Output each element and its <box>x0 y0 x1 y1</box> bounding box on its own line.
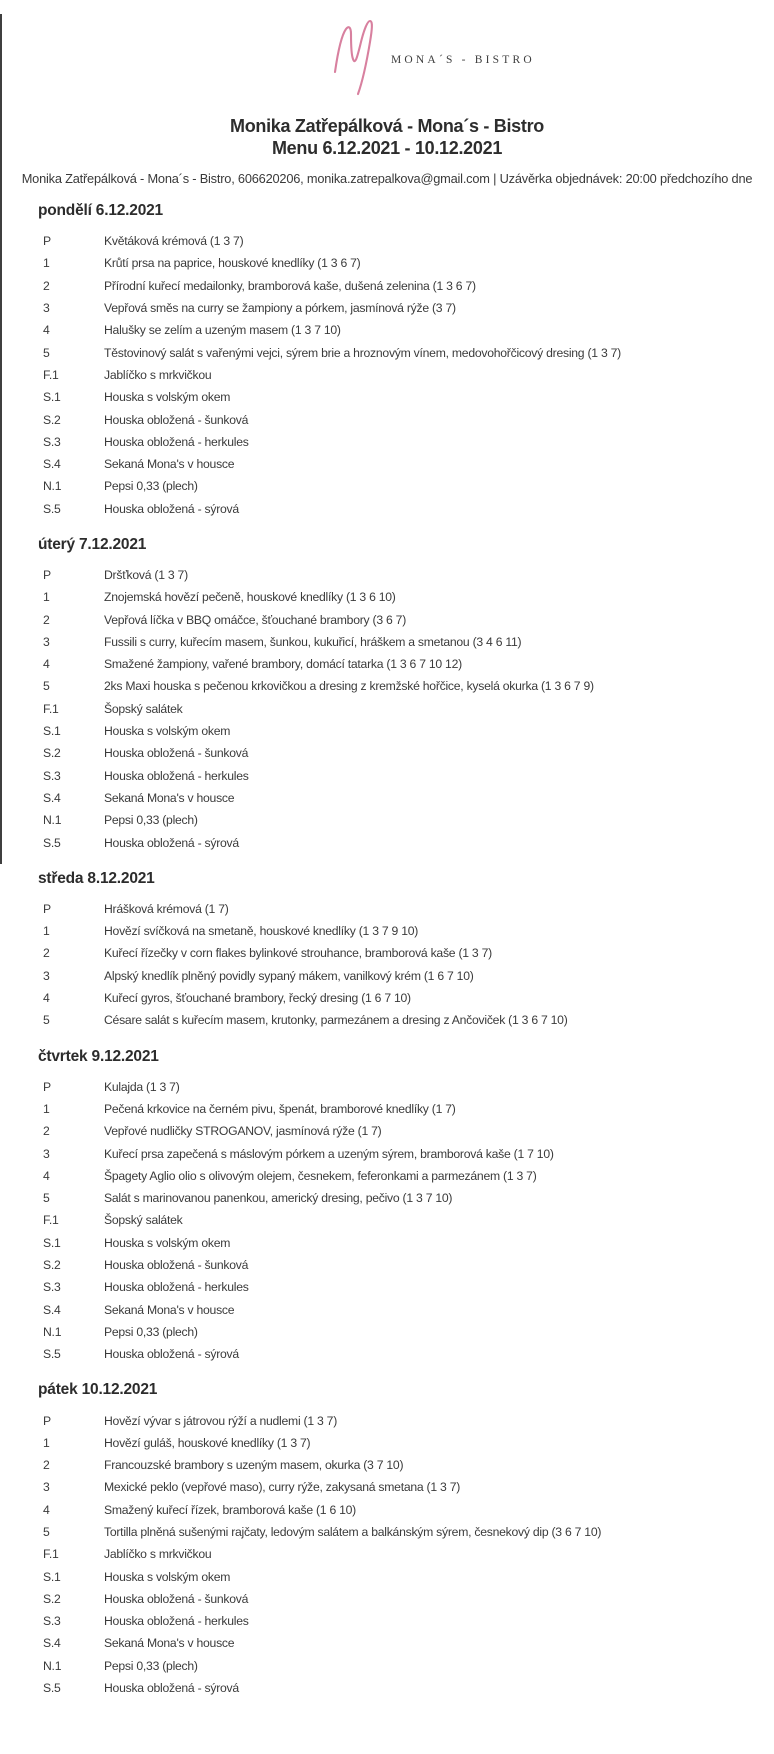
item-description: Sekaná Mona's v housce <box>104 1636 235 1651</box>
menu-row <box>0 1098 774 1120</box>
item-code: 5 <box>43 1524 50 1539</box>
day-section <box>0 870 774 1032</box>
menu-row <box>0 787 774 809</box>
item-code: S.1 <box>43 1235 61 1250</box>
item-code: 3 <box>43 1480 50 1495</box>
item-code: S.5 <box>43 1347 61 1362</box>
menu-row <box>0 341 774 363</box>
page-left-border <box>0 14 2 864</box>
menu-row <box>0 720 774 742</box>
item-code: S.1 <box>43 1569 61 1584</box>
item-description: Mexické peklo (vepřové maso), curry rýže, zakysaná smetana (1 3 7) <box>104 1480 461 1495</box>
item-description: Vepřové nudličky STROGANOV, jasmínová rýže (1 7) <box>104 1124 382 1139</box>
menu-row <box>0 297 774 319</box>
day-heading: středa 8.12.2021 <box>38 869 155 887</box>
item-code: 1 <box>43 1101 50 1116</box>
item-code: 3 <box>43 968 50 983</box>
item-code: S.2 <box>43 746 61 761</box>
menu-row <box>0 1254 774 1276</box>
item-description: Fussili s curry, kuřecím masem, šunkou, kukuřicí, hráškem a smetanou (3 4 6 11) <box>104 634 522 649</box>
menu-row <box>0 475 774 497</box>
item-code: 5 <box>43 679 50 694</box>
menu-row <box>0 1321 774 1343</box>
day-section <box>0 1048 774 1366</box>
item-description: Smažené žampiony, vařené brambory, domácí tatarka (1 3 6 7 10 12) <box>104 657 462 672</box>
menu-row <box>0 1499 774 1521</box>
handwritten-m-monogram-icon <box>329 16 379 98</box>
item-description: Salát s marinovanou panenkou, americký dresing, pečivo (1 3 7 10) <box>104 1191 453 1206</box>
item-code: 2 <box>43 1458 50 1473</box>
item-description: Pečená krkovice na černém pivu, špenát, bramborové knedlíky (1 7) <box>104 1101 456 1116</box>
item-description: Houska obložená - šunková <box>104 1591 249 1606</box>
item-code: P <box>43 1079 51 1094</box>
day-heading: pátek 10.12.2021 <box>38 1381 158 1399</box>
item-description: Alpský knedlík plněný povidly sypaný mákem, vanilkový krém (1 6 7 10) <box>104 968 474 983</box>
item-description: Hovězí svíčková na smetaně, houskové knedlíky (1 3 7 9 10) <box>104 924 419 939</box>
item-code: S.4 <box>43 457 61 472</box>
item-code: S.2 <box>43 1591 61 1606</box>
item-description: Pepsi 0,33 (plech) <box>104 1324 198 1339</box>
item-code: S.5 <box>43 1681 61 1696</box>
menu-row <box>0 653 774 675</box>
item-code: P <box>43 234 51 249</box>
menu-row <box>0 1187 774 1209</box>
item-code: F.1 <box>43 1213 59 1228</box>
item-description: Šopský salátek <box>104 1213 183 1228</box>
item-code: N.1 <box>43 813 62 828</box>
menu-row <box>0 230 774 252</box>
item-description: Znojemská hovězí pečeně, houskové knedlíky (1 3 6 10) <box>104 590 396 605</box>
day-section <box>0 536 774 854</box>
menu-row <box>0 1543 774 1565</box>
item-description: Houska s volským okem <box>104 1569 231 1584</box>
item-code: P <box>43 901 51 916</box>
item-code: N.1 <box>43 1324 62 1339</box>
menu-row <box>0 1655 774 1677</box>
item-code: 3 <box>43 301 50 316</box>
item-description: Houska obložená - herkules <box>104 1280 249 1295</box>
menu-row <box>0 675 774 697</box>
item-description: Krůtí prsa na paprice, houskové knedlíky (1 3 6 7) <box>104 256 361 271</box>
item-description: Špagety Aglio olio s olivovým olejem, česnekem, feferonkami a parmezánem (1 3 7) <box>104 1168 537 1183</box>
item-code: S.5 <box>43 501 61 516</box>
menu-row <box>0 1677 774 1699</box>
menu-row <box>0 1632 774 1654</box>
menu-row <box>0 1476 774 1498</box>
item-code: P <box>43 1413 51 1428</box>
menu-row <box>0 898 774 920</box>
item-code: S.3 <box>43 768 61 783</box>
menu-row <box>0 965 774 987</box>
item-code: 4 <box>43 657 50 672</box>
item-code: 5 <box>43 345 50 360</box>
menu-row <box>0 987 774 1009</box>
item-description: Houska s volským okem <box>104 724 231 739</box>
item-description: Jablíčko s mrkvičkou <box>104 1547 212 1562</box>
menu-row <box>0 1565 774 1587</box>
day-section <box>0 202 774 520</box>
menu-row <box>0 608 774 630</box>
menu-row <box>0 1298 774 1320</box>
menu-row <box>0 386 774 408</box>
logo <box>0 14 774 98</box>
menu-row <box>0 1232 774 1254</box>
item-code: 4 <box>43 1168 50 1183</box>
item-code: 2 <box>43 1124 50 1139</box>
menu-row <box>0 408 774 430</box>
item-code: S.3 <box>43 1614 61 1629</box>
item-code: 3 <box>43 1146 50 1161</box>
menu-row <box>0 586 774 608</box>
item-code: 5 <box>43 1013 50 1028</box>
item-code: 5 <box>43 1191 50 1206</box>
item-code: S.2 <box>43 1258 61 1273</box>
item-description: Halušky se zelím a uzeným masem (1 3 7 10) <box>104 323 341 338</box>
item-description: Smažený kuřecí řízek, bramborová kaše (1 6 10) <box>104 1502 356 1517</box>
menu-row <box>0 1588 774 1610</box>
item-code: F.1 <box>43 1547 59 1562</box>
menu-row <box>0 1165 774 1187</box>
item-description: Houska obložená - sýrová <box>104 1347 239 1362</box>
item-code: S.3 <box>43 434 61 449</box>
day-section <box>0 1381 774 1699</box>
menu-row <box>0 364 774 386</box>
item-description: Houska obložená - sýrová <box>104 501 239 516</box>
item-description: Tortilla plněná sušenými rajčaty, ledovým salátem a balkánským sýrem, česnekový dip (3 6 7 10) <box>104 1524 602 1539</box>
item-description: Houska obložená - herkules <box>104 768 249 783</box>
menu-row <box>0 742 774 764</box>
day-heading: pondělí 6.12.2021 <box>38 202 163 219</box>
menu-row <box>0 1409 774 1431</box>
item-description: Vepřová směs na curry se žampiony a pórkem, jasmínová rýže (3 7) <box>104 301 456 316</box>
item-description: Houska obložená - sýrová <box>104 835 239 850</box>
item-description: Kuřecí řízečky v corn flakes bylinkové strouhance, bramborová kaše (1 3 7) <box>104 946 492 961</box>
item-code: F.1 <box>43 367 59 382</box>
day-heading: úterý 7.12.2021 <box>38 535 147 553</box>
menu-row <box>0 1076 774 1098</box>
item-code: N.1 <box>43 1658 62 1673</box>
menu-row <box>0 252 774 274</box>
menu-row <box>0 765 774 787</box>
item-description: Houska s volským okem <box>104 390 231 405</box>
item-code: 3 <box>43 634 50 649</box>
item-code: 1 <box>43 590 50 605</box>
menu-row <box>0 275 774 297</box>
menu-row <box>0 942 774 964</box>
item-code: 2 <box>43 278 50 293</box>
item-description: Houska obložená - šunková <box>104 1258 249 1273</box>
item-code: S.5 <box>43 835 61 850</box>
menu-row <box>0 1209 774 1231</box>
item-code: S.2 <box>43 412 61 427</box>
item-description: Květáková krémová (1 3 7) <box>104 234 244 249</box>
menu-row <box>0 831 774 853</box>
menu-row <box>0 564 774 586</box>
item-description: Houska obložená - herkules <box>104 434 249 449</box>
item-description: Houska obložená - šunková <box>104 412 249 427</box>
contact-line: Monika Zatřepálková - Mona´s - Bistro, 606620206, monika.zatrepalkova@gmail.com | Uzávěrka objednávek: 20:00 předchozího dne <box>21 171 753 186</box>
item-description: Pepsi 0,33 (plech) <box>104 479 198 494</box>
item-description: 2ks Maxi houska s pečenou krkovičkou a dresing z kremžské hořčice, kyselá okurka (1 3 6 7 9) <box>104 679 594 694</box>
item-description: Houska obložená - sýrová <box>104 1681 239 1696</box>
item-code: N.1 <box>43 479 62 494</box>
menu-row <box>0 1343 774 1365</box>
item-description: Kuřecí gyros, šťouchané brambory, řecký dresing (1 6 7 10) <box>104 991 411 1006</box>
item-description: Pepsi 0,33 (plech) <box>104 813 198 828</box>
item-description: Houska obložená - šunková <box>104 746 249 761</box>
menu-row <box>0 1142 774 1164</box>
item-description: Kuřecí prsa zapečená s máslovým pórkem a uzeným sýrem, bramborová kaše (1 7 10) <box>104 1146 554 1161</box>
item-code: S.4 <box>43 1302 61 1317</box>
page-title: Monika Zatřepálková - Mona´s - Bistro <box>230 116 544 136</box>
item-code: 2 <box>43 946 50 961</box>
menu-row <box>0 431 774 453</box>
item-description: Vepřová líčka v BBQ omáčce, šťouchané brambory (3 6 7) <box>104 612 406 627</box>
menu-row <box>0 1009 774 1031</box>
item-code: 4 <box>43 1502 50 1517</box>
item-code: 4 <box>43 991 50 1006</box>
item-description: Sekaná Mona's v housce <box>104 457 235 472</box>
item-code: 1 <box>43 256 50 271</box>
item-description: Přírodní kuřecí medailonky, bramborová kaše, dušená zelenina (1 3 6 7) <box>104 278 476 293</box>
item-code: S.1 <box>43 390 61 405</box>
menu-row <box>0 631 774 653</box>
menu-row <box>0 1276 774 1298</box>
item-description: Dršťková (1 3 7) <box>104 568 188 582</box>
brand-text: MONA´S - BISTRO <box>391 54 535 66</box>
item-description: Hrášková krémová (1 7) <box>104 901 229 916</box>
item-description: Pepsi 0,33 (plech) <box>104 1658 198 1673</box>
menu-row <box>0 1610 774 1632</box>
menu-row <box>0 453 774 475</box>
item-description: Sekaná Mona's v housce <box>104 790 235 805</box>
menu-row <box>0 498 774 520</box>
item-description: Hovězí guláš, houskové knedlíky (1 3 7) <box>104 1435 311 1450</box>
menu-date-range: Menu 6.12.2021 - 10.12.2021 <box>271 138 503 158</box>
menu-row <box>0 1432 774 1454</box>
item-code: S.3 <box>43 1280 61 1295</box>
menu-header <box>0 14 774 186</box>
item-description: Houska s volským okem <box>104 1235 231 1250</box>
item-description: Francouzské brambory s uzeným masem, okurka (3 7 10) <box>104 1458 404 1473</box>
item-code: S.1 <box>43 724 61 739</box>
item-description: Těstovinový salát s vařenými vejci, sýrem brie a hroznovým vínem, medovohořčicový dresing (1 3 7) <box>104 345 621 360</box>
item-code: 4 <box>43 323 50 338</box>
item-description: Césare salát s kuřecím masem, krutonky, parmezánem a dresing z Ančoviček (1 3 6 7 10) <box>104 1013 568 1028</box>
menu-row <box>0 1120 774 1142</box>
item-description: Kulajda (1 3 7) <box>104 1079 180 1094</box>
item-description: Hovězí vývar s játrovou rýží a nudlemi (1 3 7) <box>104 1413 338 1428</box>
item-code: F.1 <box>43 701 59 716</box>
item-code: 1 <box>43 924 50 939</box>
menu-row <box>0 1454 774 1476</box>
day-heading: čtvrtek 9.12.2021 <box>38 1047 159 1065</box>
item-code: 1 <box>43 1435 50 1450</box>
item-code: S.4 <box>43 790 61 805</box>
item-description: Šopský salátek <box>104 701 183 716</box>
item-description: Houska obložená - herkules <box>104 1614 249 1629</box>
menu-row <box>0 1521 774 1543</box>
menu-row <box>0 920 774 942</box>
menu-row <box>0 809 774 831</box>
item-code: P <box>43 568 51 582</box>
item-code: S.4 <box>43 1636 61 1651</box>
item-description: Sekaná Mona's v housce <box>104 1302 235 1317</box>
menu-row <box>0 319 774 341</box>
item-description: Jablíčko s mrkvičkou <box>104 367 212 382</box>
item-code: 2 <box>43 612 50 627</box>
menu-days <box>0 202 774 1699</box>
menu-row <box>0 698 774 720</box>
